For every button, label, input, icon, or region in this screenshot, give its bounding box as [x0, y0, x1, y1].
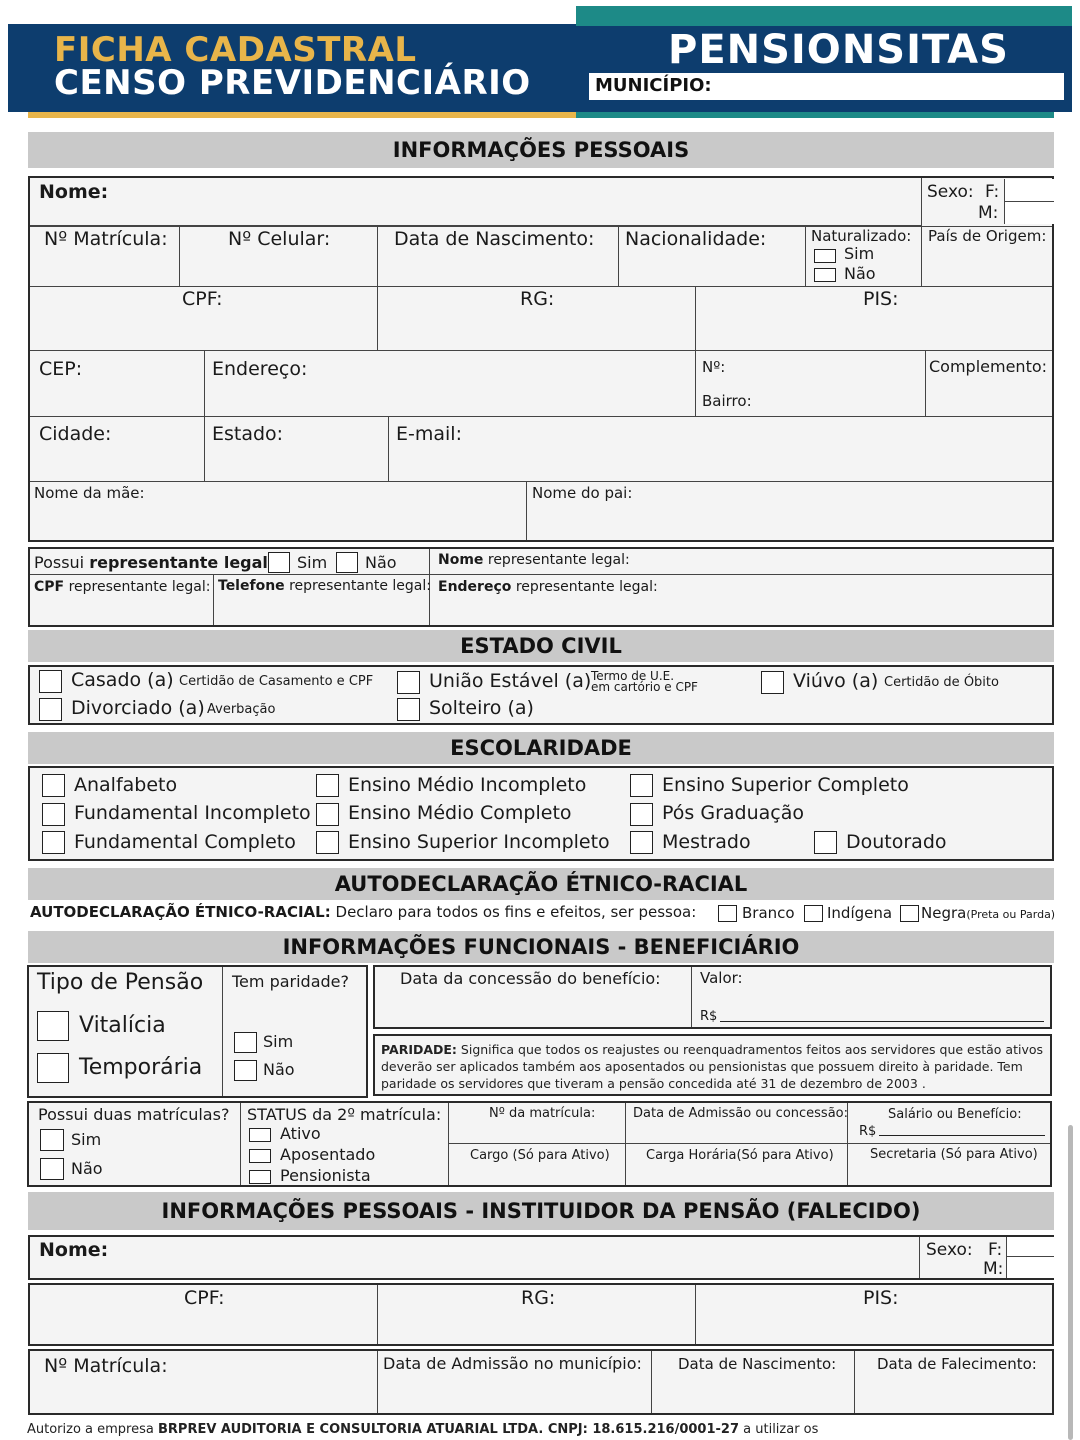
numero-label: Nº:: [702, 358, 726, 376]
superior-completo-label: Ensino Superior Completo: [662, 774, 909, 796]
etnico-declaracao: [30, 903, 696, 921]
escolaridade-box: [28, 766, 1054, 861]
mae-label: Nome da mãe:: [34, 484, 145, 502]
instituidor-nome-label: Nome:: [39, 1239, 109, 1261]
pais-origem-label: País de Origem:: [928, 227, 1047, 245]
representante-nao-label: Não: [365, 553, 397, 572]
divorciado-checkbox[interactable]: [39, 698, 62, 721]
instituidor-matricula-label: Nº Matrícula:: [44, 1355, 168, 1377]
section-etnico-racial: AUTODECLARAÇÃO ÉTNICO-RACIAL: [28, 868, 1054, 900]
status-ativo-label: Ativo: [280, 1124, 321, 1143]
casado-label: Casado (a): [71, 669, 174, 691]
status-aposentado-label: Aposentado: [280, 1145, 376, 1164]
temporaria-label: Temporária: [79, 1055, 203, 1080]
medio-completo-label: Ensino Médio Completo: [348, 802, 572, 824]
valor-label: Valor:: [700, 969, 743, 987]
negra-checkbox[interactable]: [900, 905, 919, 922]
tipo-pensao-box: [27, 965, 368, 1098]
data-admissao-label: Data de Admissão ou concessão:: [633, 1106, 849, 1121]
municipio-label: MUNICÍPIO:: [595, 75, 712, 96]
header-teal-tab: [576, 6, 1072, 26]
instituidor-nome-cell[interactable]: [30, 1237, 920, 1278]
concessao-box: [373, 965, 1052, 1029]
paridade-nao-label: Não: [263, 1060, 295, 1079]
mestrado-checkbox[interactable]: [630, 831, 653, 854]
status-ativo-checkbox[interactable]: [249, 1128, 271, 1142]
section-escolaridade: ESCOLARIDADE: [28, 732, 1054, 764]
sexo-label: Sexo:: [927, 182, 974, 202]
vitalicia-label: Vitalícia: [79, 1013, 166, 1038]
analfabeto-label: Analfabeto: [74, 774, 178, 796]
footer-autorizacao: Autorizo a empresa BRPREV AUDITORIA E CONSULTORIA ATUARIAL LTDA. CNPJ: 18.615.216/0001-27 a utilizar os: [27, 1422, 819, 1437]
sexo-f-label: F:: [985, 182, 1000, 202]
sexo-m-box[interactable]: [1004, 202, 1054, 224]
duas-matriculas-sim-checkbox[interactable]: [40, 1129, 64, 1151]
section-informacoes-pessoais: INFORMAÇÕES PESSOAIS: [28, 132, 1054, 168]
duas-matriculas-sim-label: Sim: [71, 1130, 102, 1149]
mestrado-label: Mestrado: [662, 831, 751, 853]
rg-label: RG:: [520, 288, 555, 310]
viuvo-note: Certidão de Óbito: [884, 675, 999, 690]
fund-completo-label: Fundamental Completo: [74, 831, 296, 853]
superior-incompleto-checkbox[interactable]: [316, 831, 339, 854]
superior-incompleto-label: Ensino Superior Incompleto: [348, 831, 610, 853]
naturalizado-label: Naturalizado:: [811, 227, 912, 245]
status-label: STATUS da 2º matrícula:: [247, 1105, 442, 1124]
instituidor-sexo-f-box[interactable]: [1006, 1237, 1054, 1257]
complemento-label: Complemento:: [929, 357, 1048, 376]
medio-incompleto-checkbox[interactable]: [316, 774, 339, 797]
instituidor-docs-box: [28, 1283, 1054, 1346]
section-estado-civil: ESTADO CIVIL: [28, 630, 1054, 662]
instituidor-f-label: F:: [988, 1240, 1003, 1260]
pis-label: PIS:: [863, 288, 899, 310]
header-right-title: PENSIONSITAS: [668, 27, 1009, 73]
email-cell[interactable]: [389, 417, 1052, 482]
data-concessao-label: Data da concessão do benefício:: [400, 969, 661, 988]
nome-cell[interactable]: [30, 178, 922, 226]
pai-label: Nome do pai:: [532, 484, 633, 502]
scrollbar-thumb[interactable]: [1068, 1125, 1073, 1440]
indigena-checkbox[interactable]: [804, 905, 823, 922]
nascimento-label: Data de Nascimento:: [394, 228, 595, 250]
paridade-note-box: [373, 1034, 1052, 1096]
casado-note: Certidão de Casamento e CPF: [179, 674, 374, 689]
nome-representante-label: Nome representante legal:: [438, 552, 630, 568]
paridade-sim-checkbox[interactable]: [234, 1032, 257, 1053]
cpf-label: CPF:: [182, 288, 223, 310]
instituidor-m-label: M:: [983, 1259, 1004, 1279]
telefone-representante-label: Telefone representante legal:: [218, 578, 431, 594]
personal-info-table: [28, 176, 1054, 542]
salario-field[interactable]: [879, 1135, 1045, 1136]
analfabeto-checkbox[interactable]: [42, 774, 65, 797]
header-teal-stripe: [576, 112, 1054, 118]
instituidor-sexo-label: Sexo:: [926, 1240, 973, 1260]
naturalizado-nao-label: Não: [844, 264, 876, 283]
medio-incompleto-label: Ensino Médio Incompleto: [348, 774, 587, 796]
paridade-nao-checkbox[interactable]: [234, 1060, 257, 1081]
representante-nao-checkbox[interactable]: [336, 552, 358, 573]
instituidor-datas-box: [28, 1349, 1054, 1415]
solteiro-checkbox[interactable]: [397, 698, 420, 721]
salario-label: Salário ou Benefício:: [888, 1107, 1022, 1122]
naturalizado-sim-checkbox[interactable]: [814, 249, 836, 263]
municipio-field[interactable]: [589, 73, 1064, 100]
naturalizado-nao-checkbox[interactable]: [814, 268, 836, 282]
endereco-representante-label[interactable]: Endereço representante legal:: [438, 579, 658, 595]
representante-sim-label: Sim: [297, 553, 328, 572]
uniao-note-1: Termo de U.E.: [591, 669, 675, 683]
divorciado-label: Divorciado (a): [71, 697, 205, 719]
fund-completo-checkbox[interactable]: [42, 831, 65, 854]
uniao-estavel-label: União Estável (a): [429, 670, 592, 692]
divorciado-note: Averbação: [207, 702, 276, 717]
status-pensionista-label: Pensionista: [280, 1166, 371, 1185]
duas-matriculas-nao-label: Não: [71, 1159, 103, 1178]
indigena-label: Indígena: [827, 904, 893, 922]
instituidor-cpf-label: CPF:: [184, 1287, 225, 1309]
uniao-note-2: em cartório e CPF: [591, 680, 698, 694]
tipo-pensao-label: Tipo de Pensão: [37, 970, 204, 995]
duas-matriculas-nao-checkbox[interactable]: [40, 1158, 64, 1180]
instituidor-falecimento-label[interactable]: Data de Falecimento:: [877, 1355, 1037, 1373]
representante-sim-checkbox[interactable]: [268, 552, 290, 573]
naturalizado-sim-label: Sim: [844, 244, 875, 263]
bairro-label: Bairro:: [702, 392, 752, 410]
valor-rs-label: R$: [700, 1009, 718, 1024]
doutorado-checkbox[interactable]: [814, 831, 837, 854]
cidade-label: Cidade:: [39, 423, 112, 445]
header-gold-stripe: [28, 112, 576, 118]
carga-horaria-label: Carga Horária(Só para Ativo): [646, 1148, 834, 1163]
instituidor-nascimento-label: Data de Nascimento:: [678, 1355, 837, 1373]
cep-label: CEP:: [39, 358, 83, 380]
sexo-f-box[interactable]: [1004, 179, 1054, 202]
temporaria-checkbox[interactable]: [37, 1053, 69, 1083]
instituidor-nome-box: [28, 1235, 1054, 1280]
fund-incompleto-checkbox[interactable]: [42, 803, 65, 826]
valor-field[interactable]: [720, 1021, 1044, 1022]
branco-checkbox[interactable]: [718, 905, 737, 922]
estado-civil-box: [28, 665, 1054, 725]
etnico-label: AUTODECLARAÇÃO ÉTNICO-RACIAL:: [30, 903, 331, 921]
paridade-note: PARIDADE: Significa que todos os reajustes ou reenquadramentos feitos aos servidores que estão ativos deverão ser aplicados também aos aposentados ou pensionistas que possuem direito à paridade. Tem paridade os servidores que tiveram a pensão concedida até 31 de dezembro de 2003 .: [381, 1042, 1044, 1091]
instituidor-pis-label[interactable]: PIS:: [863, 1287, 899, 1309]
casado-checkbox[interactable]: [39, 670, 62, 693]
sexo-m-label: M:: [978, 203, 999, 223]
status-pensionista-checkbox[interactable]: [249, 1170, 271, 1184]
num-matricula-label: Nº da matrícula:: [489, 1106, 596, 1121]
solteiro-label: Solteiro (a): [429, 697, 534, 719]
etnico-text: Declaro para todos os fins e efeitos, ser pessoa:: [335, 903, 697, 921]
salario-rs-label: R$: [859, 1124, 877, 1139]
superior-completo-checkbox[interactable]: [630, 774, 653, 797]
pos-graduacao-label: Pós Graduação: [662, 802, 804, 824]
vitalicia-checkbox[interactable]: [37, 1011, 69, 1041]
section-informacoes-funcionais: INFORMAÇÕES FUNCIONAIS - BENEFICIÁRIO: [28, 931, 1054, 963]
nome-label: Nome:: [39, 181, 109, 203]
representante-table: [28, 547, 1054, 627]
viuvo-label: Viúvo (a): [793, 670, 879, 692]
header-title-line1: FICHA CADASTRAL: [54, 30, 417, 70]
paridade-sim-label: Sim: [263, 1032, 294, 1051]
estado-label: Estado:: [212, 423, 284, 445]
celular-label: Nº Celular:: [228, 228, 331, 250]
endereco-label: Endereço:: [212, 358, 308, 380]
uniao-estavel-checkbox[interactable]: [397, 671, 420, 694]
nacionalidade-label: Nacionalidade:: [625, 228, 767, 250]
email-label: E-mail:: [396, 423, 462, 445]
possui-representante-label: Possui representante legal: [34, 553, 268, 572]
cargo-label: Cargo (Só para Ativo): [470, 1148, 610, 1163]
branco-label: Branco: [742, 904, 795, 922]
duas-matriculas-label: Possui duas matrículas?: [38, 1105, 230, 1124]
instituidor-sexo-m-box[interactable]: [1006, 1257, 1054, 1278]
negra-label: Negra(Preta ou Parda): [921, 904, 1056, 922]
instituidor-admissao-label: Data de Admissão no município:: [383, 1354, 642, 1373]
medio-completo-checkbox[interactable]: [316, 803, 339, 826]
fund-incompleto-label: Fundamental Incompleto: [74, 802, 311, 824]
instituidor-rg-label: RG:: [521, 1287, 556, 1309]
header-title-line2: CENSO PREVIDENCIÁRIO: [54, 63, 531, 103]
status-aposentado-checkbox[interactable]: [249, 1149, 271, 1163]
segunda-matricula-box: [27, 1101, 1052, 1187]
pos-graduacao-checkbox[interactable]: [630, 803, 653, 826]
matricula-label: Nº Matrícula:: [44, 228, 168, 250]
viuvo-checkbox[interactable]: [761, 671, 784, 694]
doutorado-label: Doutorado: [846, 831, 947, 853]
secretaria-label[interactable]: Secretaria (Só para Ativo): [870, 1147, 1038, 1162]
tem-paridade-label: Tem paridade?: [232, 972, 350, 991]
cpf-representante-label: CPF representante legal:: [34, 579, 211, 595]
section-instituidor: INFORMAÇÕES PESSOAIS - INSTITUIDOR DA PENSÃO (FALECIDO): [28, 1192, 1054, 1230]
